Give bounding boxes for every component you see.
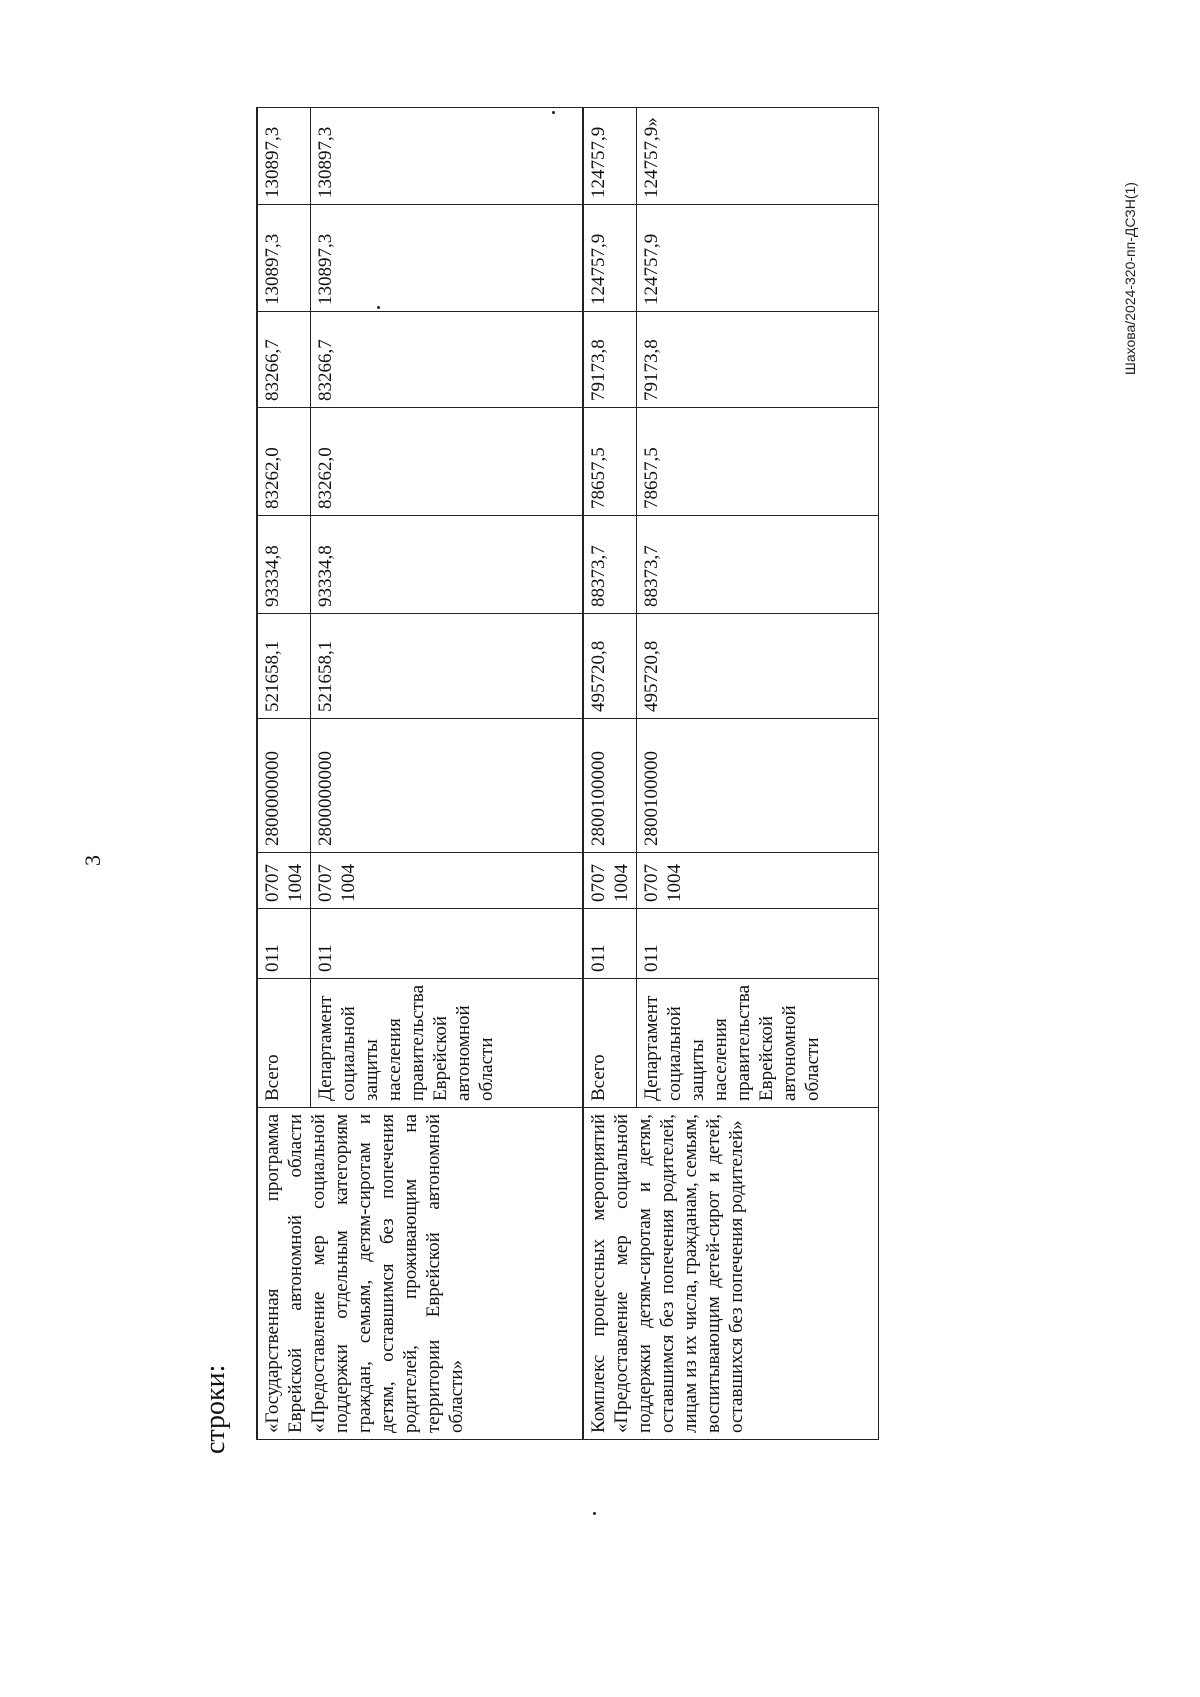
csr-cell: 2800100000 [636,718,878,852]
csr-cell: 2800100000 [583,718,637,852]
year-value-cell: 124757,9» [636,107,878,204]
year-value-cell: 130897,3 [257,107,311,204]
year-value-cell: 124757,9 [583,204,637,311]
program-name-cell: Комплекс процессных мероприятий «Предоставление мер социальной поддержки детям-сиротам и детям, оставшимся без попечения родителей, лицам из их числа, гражданам, семьям, воспитывающим детей-сирот и детей, оставшихся без попечения родителей» [583,1108,879,1440]
grbs-cell: 011 [257,908,311,978]
table-row [583,107,637,1439]
year-value-cell: 130897,3 [311,107,583,204]
responsible-cell: Департамент социальной защиты населения правительства Еврейской автономной области [636,978,878,1107]
year-value-cell: 93334,8 [257,515,311,613]
rzpr-cell: 0707 1004 [636,852,878,908]
grbs-cell: 011 [311,908,583,978]
year-value-cell: 124757,9 [636,204,878,311]
year-value-cell: 130897,3 [311,204,583,311]
rzpr-cell: 0707 1004 [311,852,583,908]
budget-table [256,107,879,1440]
year-value-cell: 124757,9 [583,107,637,204]
responsible-cell: Департамент социальной защиты населения правительства Еврейской автономной области [311,978,583,1107]
grbs-cell: 011 [636,908,878,978]
table-row [257,107,311,1439]
document-code: Шахова/2024-320-пп-ДСЗН(1) [1122,182,1138,375]
csr-cell: 2800000000 [311,718,583,852]
year-value-cell: 78657,5 [583,407,637,515]
rzpr-cell: 0707 1004 [583,852,637,908]
year-value-cell: 83266,7 [311,311,583,407]
responsible-cell: Всего [583,978,637,1107]
year-value-cell: 83262,0 [311,407,583,515]
year-value-cell: 83262,0 [257,407,311,515]
year-value-cell: 130897,3 [257,204,311,311]
rzpr-cell: 0707 1004 [257,852,311,908]
year-value-cell: 93334,8 [311,515,583,613]
year-value-cell: 79173,8 [636,311,878,407]
grbs-cell: 011 [583,908,637,978]
total-cell: 495720,8 [583,613,637,718]
year-value-cell: 88373,7 [636,515,878,613]
total-cell: 521658,1 [257,613,311,718]
year-value-cell: 83266,7 [257,311,311,407]
year-value-cell: 88373,7 [583,515,637,613]
total-cell: 521658,1 [311,613,583,718]
csr-cell: 2800000000 [257,718,311,852]
program-name-cell: «Государственная программа Еврейской автономной области «Предоставление мер социальной поддержки отдельным категориям граждан, семьям, детям-сиротам и детям, оставшимся без попечения родителей, проживающим на территории Еврейской автономной области» [257,1108,583,1440]
year-value-cell: 78657,5 [636,407,878,515]
year-value-cell: 79173,8 [583,311,637,407]
total-cell: 495720,8 [636,613,878,718]
intro-word: строки: [200,1364,231,1454]
responsible-cell: Всего [257,978,311,1107]
page-number: 3 [80,855,105,866]
